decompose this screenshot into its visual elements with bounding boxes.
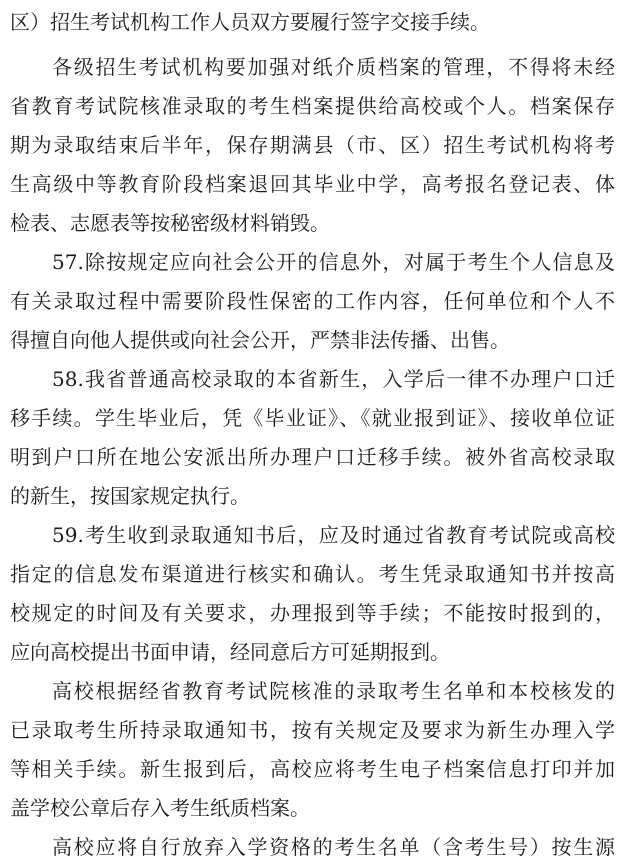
text-line: 等相关手续。新生报到后，高校应将考生电子档案信息打印并加 — [10, 757, 615, 781]
text-line: 应向高校提出书面申请，经同意后方可延期报到。 — [10, 640, 450, 664]
text-line: 期为录取结束后半年，保存期满县（市、区）招生考试机构将考 — [10, 133, 615, 157]
text-line: 盖学校公章后存入考生纸质档案。 — [10, 796, 310, 820]
text-line: 区）招生考试机构工作人员双方要履行签字交接手续。 — [10, 10, 490, 34]
text-line: 移手续。学生毕业后，凭《毕业证》、《就业报到证》、接收单位证 — [10, 406, 615, 430]
text-line: 检表、志愿表等按秘密级材料销毁。 — [10, 211, 330, 235]
text-line: 校规定的时间及有关要求，办理报到等手续；不能按时报到的， — [10, 601, 615, 625]
text-line: 得擅自向他人提供或向社会公开，严禁非法传播、出售。 — [10, 328, 510, 352]
article-58-first-line: 58.我省普通高校录取的本省新生，入学后一律不办理户口迁 — [52, 367, 615, 391]
text-line: 生高级中等教育阶段档案退回其毕业中学，高考报名登记表、体 — [10, 172, 615, 196]
text-line: 明到户口所在地公安派出所办理户口迁移手续。被外省高校录取 — [10, 445, 615, 469]
paragraph-first-line: 高校根据经省教育考试院核准的录取考生名单和本校核发的 — [52, 679, 615, 703]
text-line: 指定的信息发布渠道进行核实和确认。考生凭录取通知书并按高 — [10, 562, 615, 586]
text-line: 省教育考试院核准录取的考生档案提供给高校或个人。档案保存 — [10, 94, 615, 118]
article-57-first-line: 57.除按规定应向社会公开的信息外，对属于考生个人信息及 — [52, 250, 615, 274]
article-59-first-line: 59.考生收到录取通知书后，应及时通过省教育考试院或高校 — [52, 523, 615, 547]
text-line: 已录取考生所持录取通知书，按有关规定及要求为新生办理入学 — [10, 718, 615, 742]
text-line: 有关录取过程中需要阶段性保密的工作内容，任何单位和个人不 — [10, 289, 615, 313]
text-line: 的新生，按国家规定执行。 — [10, 484, 250, 508]
paragraph-first-line: 各级招生考试机构要加强对纸介质档案的管理，不得将未经 — [52, 55, 615, 79]
paragraph-first-line: 高校应将自行放弃入学资格的考生名单（含考生号）按生源 — [52, 835, 615, 859]
